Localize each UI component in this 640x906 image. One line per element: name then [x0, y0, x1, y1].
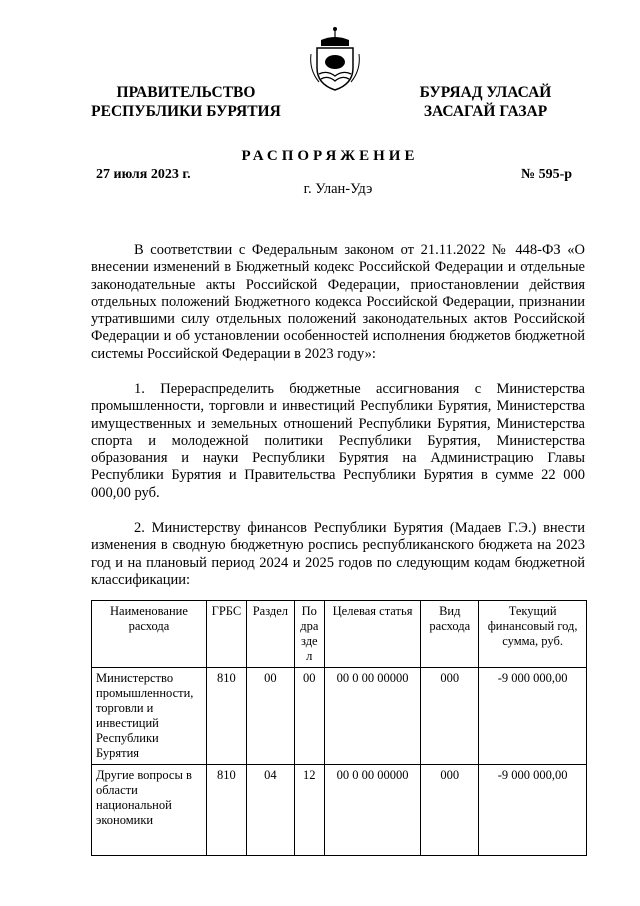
col-header-section: Раздел: [246, 601, 294, 668]
gov-bua-line1: БУРЯАД УЛАСАЙ: [419, 84, 552, 101]
gov-ru-line2: РЕСПУБЛИКИ БУРЯТИЯ: [91, 103, 281, 120]
government-name-ru: [86, 83, 286, 121]
document-title: РАСПОРЯЖЕНИЕ: [241, 148, 419, 164]
table-row: [92, 668, 587, 765]
preamble-paragraph: В соответствии с Федеральным законом от 21.11.2022 № 448-ФЗ «О внесении изменений в Бюджетный кодекс Российской Федерации и отдельные законодательные акты Российской Федерации, приостановлении действия отдельных положений Бюджетного кодекса Российской Федерации, признании утратившими силу отдельных положений законодательных актов Российской Федерации и об установлении особенностей исполнения бюджетов бюджетной системы Российской Федерации в 2023 году»:: [91, 242, 585, 362]
col-header-name: Наименование расхода: [92, 601, 207, 668]
col-header-amount: Текущий финансовый год, сумма, руб.: [479, 601, 587, 668]
clause-1-paragraph: 1. Перераспределить бюджетные ассигнования с Министерства промышленности, торговли и инвестиций Республики Бурятия, Министерства имущественных и земельных отношений Республики Бурятия, Министерства спорта и молодежной политики Республики Бурятия, Министерства образования и науки Республики Бурятия на Администрацию Главы Республики Бурятия и Правительства Республики Бурятия в сумме 22 000 000,00 руб.: [91, 381, 585, 501]
cell-expense-type: 000: [421, 765, 479, 856]
col-header-target-item: Целевая статья: [324, 601, 421, 668]
table-header-row: [92, 601, 587, 668]
cell-amount: -9 000 000,00: [479, 668, 587, 765]
document-number: № 595-р: [521, 167, 573, 182]
cell-section: 04: [246, 765, 294, 856]
document-date: 27 июля 2023 г.: [96, 167, 191, 182]
cell-name: Другие вопросы в области национальной экономики: [92, 765, 207, 856]
table-row: [92, 765, 587, 856]
col-header-subsection: Подраздел: [294, 601, 324, 668]
cell-expense-type: 000: [421, 668, 479, 765]
cell-subsection: 12: [294, 765, 324, 856]
coat-of-arms-icon: [305, 24, 365, 94]
cell-grbs: 810: [206, 668, 246, 765]
cell-section: 00: [246, 668, 294, 765]
gov-bua-line2: ЗАСАГАЙ ГАЗАР: [423, 103, 548, 120]
gov-ru-line1: ПРАВИТЕЛЬСТВО: [116, 84, 256, 101]
cell-grbs: 810: [206, 765, 246, 856]
cell-amount: -9 000 000,00: [479, 765, 587, 856]
cell-target-item: 00 0 00 00000: [324, 668, 421, 765]
clause-2-paragraph: 2. Министерству финансов Республики Бурятия (Мадаев Г.Э.) внести изменения в сводную бюджетную роспись республиканского бюджета на 2023 год и на плановый период 2024 и 2025 годов по следующим кодам бюджетной классификации:: [91, 520, 585, 588]
cell-subsection: 00: [294, 668, 324, 765]
col-header-expense-type: Вид расхода: [421, 601, 479, 668]
col-header-grbs: ГРБС: [206, 601, 246, 668]
document-city: г. Улан-Удэ: [303, 181, 373, 197]
cell-target-item: 00 0 00 00000: [324, 765, 421, 856]
cell-name: Министерство промышленности, торговли и инвестиций Республики Бурятия: [92, 668, 207, 765]
budget-table: [91, 600, 587, 856]
government-name-bua: [383, 83, 588, 121]
